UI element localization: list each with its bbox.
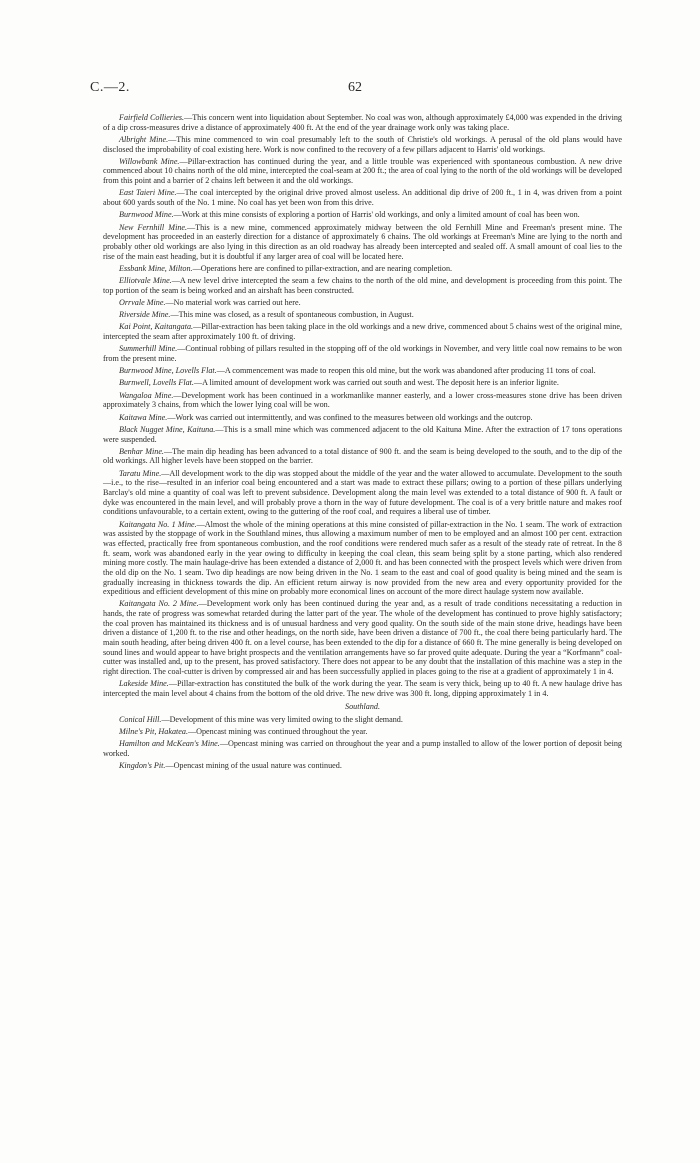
mine-report-text: —Pillar-extraction has been taking place in the old workings and a new drive, commenced about 5 chains west of the original mine, intercepted the seam after approximately 100 ft. of driving. <box>103 322 622 342</box>
mine-report-text: —This mine was closed, as a result of spontaneous combustion, in August. <box>170 310 414 320</box>
mine-paragraph <box>103 739 622 758</box>
mine-report-text: —All development work to the dip was stopped about the middle of the year and the water allowed to accumulate. Development to the south—i.e., to the rise—resulted in an inferior coal being encountered and a start was made to extract these pillars; owing to a portion of these pillars underlying Barclay's old mine a quantity of coal was left to prevent subsidence. Development along the main level was extended to a total distance of 900 ft. A fault or dyke was encountered in the main level, and will probably prove a thorn in the way of future development. The coal is of a very brittle nature and makes roof conditions unfavourable, to a certain extent, owing to the guttering of the roof coal, and requires a liberal use of timber. <box>103 468 622 517</box>
mine-report-text: —The main dip heading has been advanced to a total distance of 900 ft. and the seam is being developed to the south, and to the dip of the old workings. All higher levels have been stopped on the barrier. <box>103 446 622 466</box>
mine-report-text: —Opencast mining was carried on throughout the year and a pump installed to allow of the lower portion of deposit being worked. <box>103 739 622 758</box>
mine-report-text: —This concern went into liquidation about September. No coal was won, although approximately £4,000 was expended in the driving of a dip cross-measures drive a distance of approximately 400 ft. At the end of the year drainage work only was taking place. <box>103 113 622 132</box>
southland-mines-section <box>103 715 622 771</box>
mine-report-text: —Development of this mine was very limited owing to the slight demand. <box>161 714 403 724</box>
mine-paragraph <box>103 413 622 423</box>
mine-paragraph <box>103 188 622 207</box>
mine-paragraph <box>103 391 622 410</box>
mine-report-text: —This mine commenced to win coal presumably left to the south of Christie's old workings. A perusal of the old plans would have disclosed the improbability of coal existing here. Work is now confined to the recovery of a few pillars adjacent to Harris' old workings. <box>103 134 622 154</box>
mine-paragraph <box>103 761 622 771</box>
mine-paragraph <box>103 520 622 597</box>
document-code: C.—2. <box>90 80 130 95</box>
mine-name: Kaitangata No. 2 Mine. <box>119 599 199 609</box>
mine-paragraph <box>103 276 622 295</box>
mine-name: Conical Hill. <box>119 714 162 724</box>
page-number: 62 <box>348 80 362 95</box>
mine-name: Elliotvale Mine. <box>119 276 172 285</box>
mine-paragraph <box>103 135 622 154</box>
mine-name: Kai Point, Kaitangata. <box>119 322 194 332</box>
mine-report-text: —A limited amount of development work was carried out south and west. The deposit here is an inferior lignite. <box>193 378 559 388</box>
mine-name: Lakeside Mine. <box>119 679 169 689</box>
mine-name: Burnwood Mine, Lovells Flat. <box>119 366 217 376</box>
mine-paragraph <box>103 264 622 274</box>
mine-paragraph <box>103 344 622 363</box>
mine-report-text: —Work was carried out intermittently, and was confined to the measures between old workings and the outcrop. <box>167 412 533 422</box>
mine-paragraph <box>103 298 622 308</box>
page-body <box>103 113 622 773</box>
mine-name: Burnwell, Lovells Flat. <box>119 378 194 388</box>
mine-report-text: —Opencast mining was continued throughout the year. <box>187 726 368 736</box>
mine-report-text: —Pillar-extraction has continued during the year, and a little trouble was experienced with spontaneous combustion. A new drive commenced about 10 chains north of the old mine, intercepted the coal-seam at 200 ft.; the area of coal lying to the north of the old workings will be developed from this point and a barrier of 2 chains left between it and the old workings. <box>103 156 623 186</box>
mine-paragraph <box>103 322 622 341</box>
mine-name: East Taieri Mine. <box>119 188 177 198</box>
mine-name: New Fernhill Mine. <box>119 222 188 232</box>
mine-name: Willowbank Mine. <box>119 156 180 166</box>
mine-report-text: —Development work has been continued in a workmanlike manner easterly, and a lower cross-measures stone drive has been driven approximately 3 chains, from which the lower lying coal will be won. <box>103 390 622 410</box>
mine-paragraph <box>103 378 622 388</box>
mine-report-text: —Operations here are confined to pillar-extraction, and are nearing completion. <box>192 263 453 273</box>
mine-paragraph <box>103 679 622 698</box>
mine-paragraph <box>103 366 622 376</box>
mine-name: Kaitawa Mine. <box>119 412 168 422</box>
mine-name: Black Nugget Mine, Kaituna. <box>119 424 216 434</box>
mine-paragraph <box>103 113 622 132</box>
page-header <box>90 80 620 98</box>
otago-mines-section <box>103 113 622 699</box>
mine-paragraph <box>103 157 622 186</box>
mine-paragraph <box>103 425 622 444</box>
mine-name: Fairfield Collieries. <box>119 113 185 122</box>
mine-report-text: —A new level drive intercepted the seam a few chains to the north of the old mine, and development is proceeding from this point. The top portion of the seam is being worked and an airshaft has been constructed. <box>103 276 622 295</box>
mine-report-text: —Almost the whole of the mining operations at this mine consisted of pillar-extraction in the No. 1 seam. The work of extraction was assisted by the stoppage of work in the Southland mines, thus allowing a maximum number of men to be employed and an almost 100 per cent. extraction was effected, practically free from spontaneous combustion, and the roof conditions were rendered much safer as a result of the steady rate of retreat. In the 8 ft. seam, work was abandoned early in the year owing to difficulty in keeping the coal clean, this seam being split by a stone parting, which also rendered mining more costly. The main haulage-drive has been extended a distance of 2,000 ft. and has been connected with the prospect levels which were driven from the old dip on the No. 1 seam. Two dip headings are now being driven in the No. 1 seam to the east and coal of good quality is being mined and the seam is gradually increasing in thickness towards the dip. An efficient return airway is now provided from the new area and every opportunity provided for the expeditious and efficient development of this mine on probably more economical lines on account of the more direct haulage system now available. <box>103 519 622 597</box>
mine-report-text: —No material work was carried out here. <box>165 297 301 307</box>
mine-name: Benhar Mine. <box>119 446 164 456</box>
mine-name: Wangaloa Mine. <box>119 390 174 400</box>
mine-name: Summerhill Mine. <box>119 344 178 354</box>
mine-report-text: —Work at this mine consists of exploring a portion of Harris' old workings, and only a limited amount of coal has been won. <box>173 210 580 220</box>
mine-name: Albright Mine. <box>119 134 169 144</box>
mine-paragraph <box>103 715 622 725</box>
mine-name: Hamilton and McKean's Mine. <box>119 739 220 749</box>
mine-paragraph <box>103 310 622 320</box>
mine-report-text: —Opencast mining of the usual nature was continued. <box>165 760 342 770</box>
mine-report-text: —This is a small mine which was commenced adjacent to the old Kaituna Mine. After the extraction of 17 tons operations were suspended. <box>103 424 622 444</box>
mine-report-text: —This is a new mine, commenced approximately midway between the old Fernhill Mine and Freeman's present mine. The development has proceeded in an easterly direction for a distance of approximately 6 chains. The old workings at Freeman's Mine are lying to the north and probably other old workings are also lying in this direction as an old roadway has already been intercepted and sealed off. A small amount of coal lies to the rise of the main east heading, but it is doubtful if any larger area of coal will be located here. <box>103 222 622 261</box>
mine-paragraph <box>103 447 622 466</box>
mine-report-text: —A commencement was made to reopen this old mine, but the work was abandoned after producing 11 tons of coal. <box>216 366 596 376</box>
mine-paragraph <box>103 599 622 676</box>
mine-paragraph <box>103 223 622 262</box>
mine-report-text: —Pillar-extraction has constituted the bulk of the work during the year. The seam is very thick, being up to 40 ft. A new haulage drive has intercepted the main level about 4 chains from the bottom of the old drive. The new drive was 300 ft. long, dipping approximately 1 in 4. <box>103 679 622 698</box>
mine-name: Burnwood Mine. <box>119 210 174 220</box>
mine-report-text: —Development work only has been continued during the year and, as a result of trade conditions necessitating a reduction in hands, the rate of progress was somewhat retarded during the latter part of the year. The whole of the development has continued to prove highly satisfactory; the coal proven has maintained its thickness and is of unusual hardness and very good quality. On the south side of the main stone drive, headings have been driven a distance of 1,200 ft. to the rise and other headings, on the north side, have been driven a distance of 700 ft., the coal there being particularly hard. The main south heading, after being driven 400 ft. on a level course, has been extended to the dip for a distance of 660 ft. The mine generally is being developed on sound lines and would appear to have bright prospects and the ventilation arrangements have so far proved quite adequate. During the year a “Korfmann” coal-cutter was installed and, up to the present, has proved satisfactory. There does not appear to be any doubt that the installation of this machine was a step in the right direction. The coal-cutter is driven by compressed air and has been successfully applied in places going to the rise at a gradient of approximately 1 in 4. <box>103 599 622 676</box>
mine-name: Kaitangata No. 1 Mine. <box>119 519 197 529</box>
mine-name: Kingdon's Pit. <box>119 760 166 770</box>
mine-paragraph <box>103 210 622 220</box>
section-heading-southland: Southland. <box>345 701 380 711</box>
mine-name: Orrvale Mine. <box>119 297 166 307</box>
mine-paragraph <box>103 727 622 737</box>
mine-report-text: —The coal intercepted by the original drive proved almost useless. An additional dip drive of 200 ft., 1 in 4, was driven from a point about 600 yards south of the No. 1 mine. No coal has yet been won from this drive. <box>103 188 622 208</box>
mine-name: Essbank Mine, Milton. <box>119 263 193 273</box>
mine-name: Taratu Mine. <box>119 468 162 478</box>
mine-name: Milne's Pit, Hakatea. <box>119 726 188 736</box>
mine-report-text: —Continual robbing of pillars resulted in the stopping off of the old workings in November, and very little coal now remains to be won from the present mine. <box>103 344 622 363</box>
mine-paragraph <box>103 469 622 517</box>
mine-name: Riverside Mine. <box>119 310 171 320</box>
